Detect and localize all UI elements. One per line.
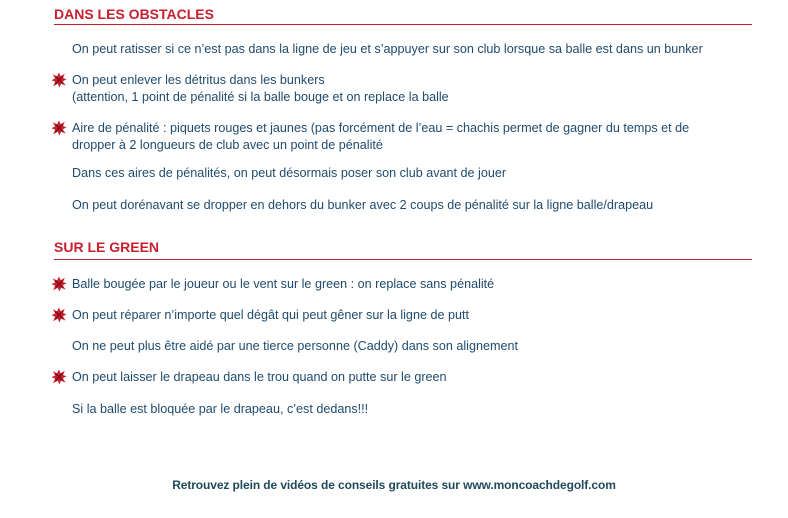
item-text: Aire de pénalité : piquets rouges et jaunes (pas forcément de l’eau = chachis permet de gagner du temps et de bbox=[72, 121, 690, 135]
section-divider bbox=[54, 259, 752, 260]
item-text: (attention, 1 point de pénalité si la balle bouge et on replace la balle bbox=[72, 90, 449, 104]
list-item bbox=[72, 197, 653, 214]
section-divider bbox=[54, 24, 752, 25]
list-item bbox=[72, 307, 469, 324]
section-title-obstacles: DANS LES OBSTACLES bbox=[54, 6, 214, 22]
item-text: On peut ratisser si ce n’est pas dans la ligne de jeu et s’appuyer sur son club lorsque sa balle est dans un bunker bbox=[72, 42, 703, 56]
footer-link-text: Retrouvez plein de vidéos de conseils gratuites sur www.moncoachdegolf.com bbox=[172, 478, 616, 492]
item-text: Dans ces aires de pénalités, on peut désormais poser son club avant de jouer bbox=[72, 166, 507, 180]
list-item bbox=[72, 165, 506, 182]
section-title-green: SUR LE GREEN bbox=[54, 239, 160, 255]
red-splat-icon bbox=[51, 276, 67, 292]
list-item bbox=[72, 276, 494, 293]
item-text: On peut dorénavant se dropper en dehors du bunker avec 2 coups de pénalité sur la ligne balle/drapeau bbox=[72, 198, 654, 212]
item-text: On peut enlever les détritus dans les bunkers bbox=[72, 73, 325, 87]
item-text: Balle bougée par le joueur ou le vent sur le green : on replace sans pénalité bbox=[72, 277, 495, 291]
item-text: On peut réparer n’importe quel dégât qui peut gêner sur la ligne de putt bbox=[72, 308, 469, 322]
list-item bbox=[72, 120, 689, 154]
red-splat-icon bbox=[51, 307, 67, 323]
item-text: Si la balle est bloquée par le drapeau, c’est dedans!!! bbox=[72, 402, 369, 416]
list-item bbox=[72, 369, 447, 386]
list-item bbox=[72, 72, 449, 106]
red-splat-icon bbox=[51, 72, 67, 88]
list-item bbox=[72, 41, 703, 58]
red-splat-icon bbox=[51, 120, 67, 136]
item-text: On ne peut plus être aidé par une tierce personne (Caddy) dans son alignement bbox=[72, 339, 518, 353]
red-splat-icon bbox=[51, 369, 67, 385]
item-text: On peut laisser le drapeau dans le trou quand on putte sur le green bbox=[72, 370, 447, 384]
list-item bbox=[72, 338, 518, 355]
list-item bbox=[72, 401, 368, 418]
item-text: dropper à 2 longueurs de club avec un point de pénalité bbox=[72, 138, 383, 152]
